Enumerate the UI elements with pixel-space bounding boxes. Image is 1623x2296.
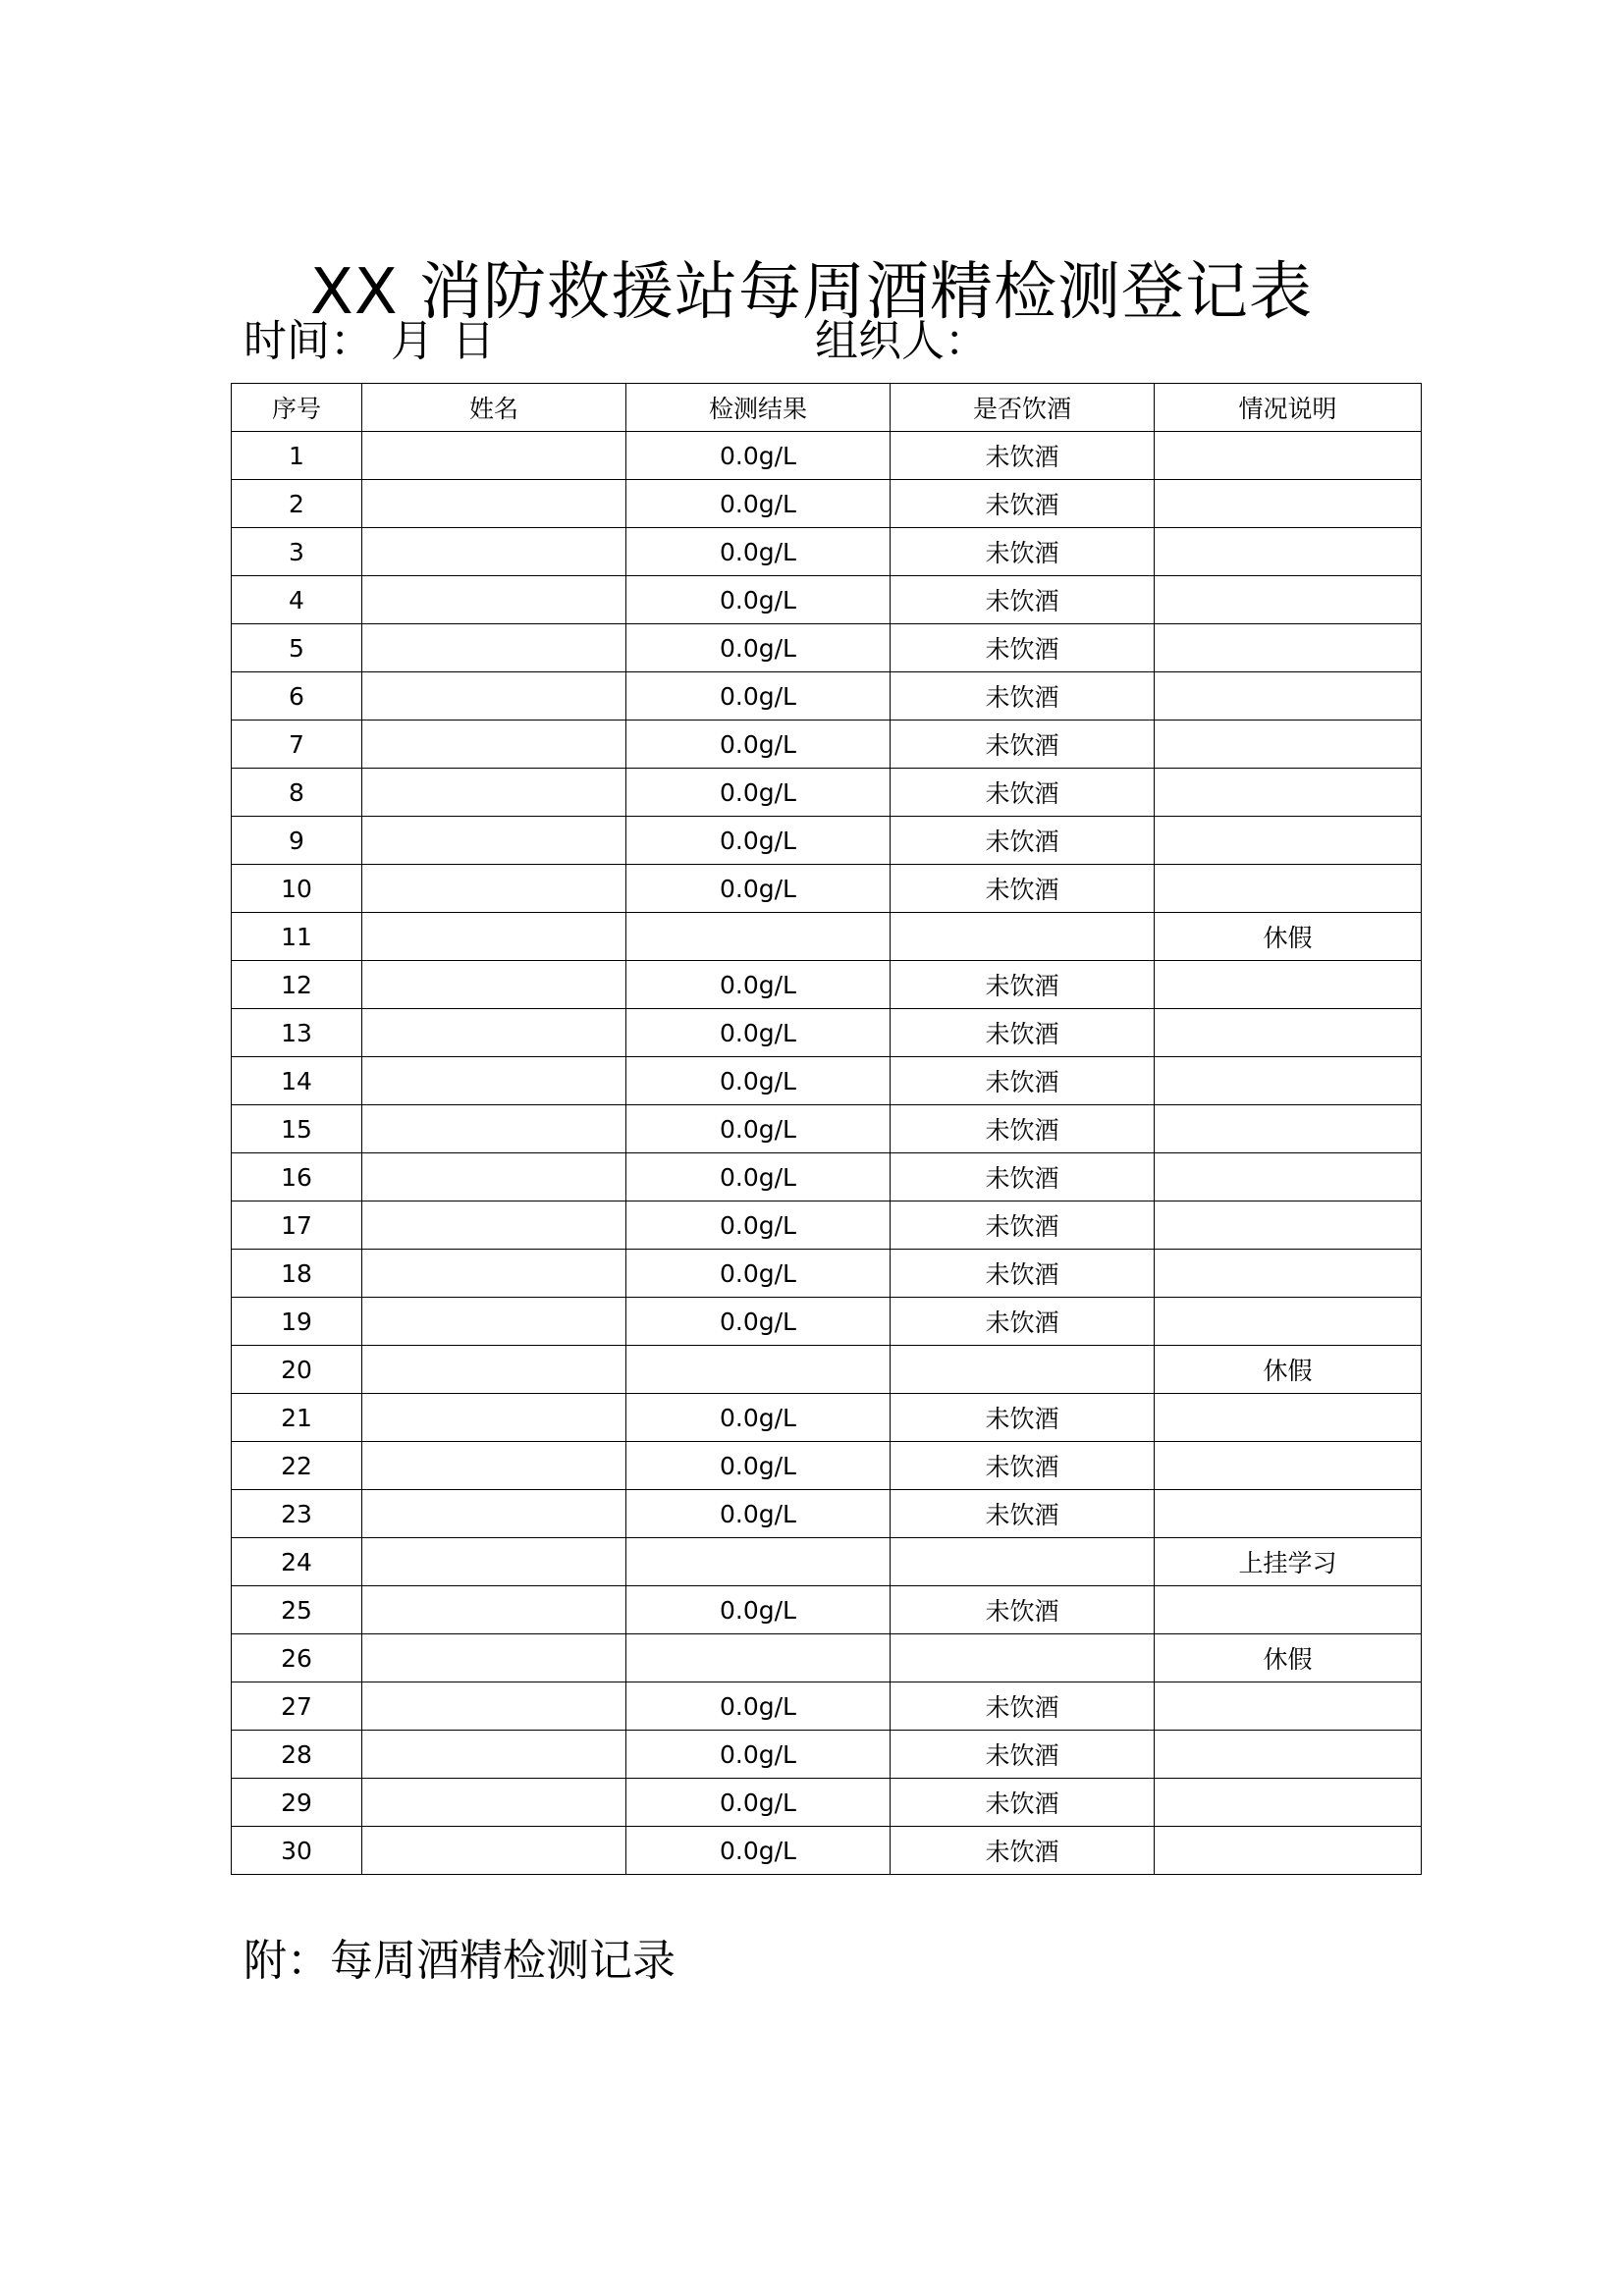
table-row [232,913,1422,961]
remarks-cell [1155,624,1422,672]
name-cell [362,1490,626,1538]
name-cell [362,1394,626,1442]
test-result-cell: 0.0g/L [626,1779,891,1827]
test-result-cell [626,1538,891,1586]
name-cell [362,1682,626,1731]
name-cell [362,1586,626,1634]
remarks-cell [1155,672,1422,721]
serial-number-cell: 15 [232,1105,362,1153]
time-field [243,312,513,371]
name-cell [362,480,626,528]
name-cell [362,1442,626,1490]
organizer-field [815,312,1005,371]
table-row [232,624,1422,672]
test-result-cell: 0.0g/L [626,865,891,913]
table-row [232,1105,1422,1153]
serial-number-cell: 30 [232,1827,362,1875]
organizer-label: 组织人： [815,316,988,366]
test-result-cell: 0.0g/L [626,817,891,865]
table-row [232,1201,1422,1250]
serial-number-cell: 16 [232,1153,362,1201]
header-name: 姓名 [362,384,626,432]
test-result-cell [626,1634,891,1682]
page-title: XX 消防救援站每周酒精检测登记表 [309,255,1314,329]
test-result-cell: 0.0g/L [626,769,891,817]
remarks-cell [1155,1827,1422,1875]
name-cell [362,672,626,721]
header-drank-status: 是否饮酒 [891,384,1155,432]
serial-number-cell: 18 [232,1250,362,1298]
header-test-result: 检测结果 [626,384,891,432]
table-row [232,1586,1422,1634]
name-cell [362,721,626,769]
drank-status-cell: 未饮酒 [891,1105,1155,1153]
remarks-cell [1155,1490,1422,1538]
test-result-cell: 0.0g/L [626,1586,891,1634]
serial-number-cell: 20 [232,1346,362,1394]
test-result-cell: 0.0g/L [626,721,891,769]
serial-number-cell: 5 [232,624,362,672]
table-row [232,769,1422,817]
name-cell [362,1057,626,1105]
drank-status-cell: 未饮酒 [891,1442,1155,1490]
remarks-cell [1155,480,1422,528]
time-label: 时间： [243,316,373,366]
test-result-cell: 0.0g/L [626,1153,891,1201]
drank-status-cell [891,1634,1155,1682]
serial-number-cell: 28 [232,1731,362,1779]
drank-status-cell: 未饮酒 [891,1682,1155,1731]
table-row [232,1827,1422,1875]
test-result-cell [626,913,891,961]
remarks-cell [1155,1105,1422,1153]
serial-number-cell: 24 [232,1538,362,1586]
serial-number-cell: 13 [232,1009,362,1057]
name-cell [362,1153,626,1201]
test-result-cell: 0.0g/L [626,576,891,624]
table-row [232,865,1422,913]
remarks-cell [1155,1731,1422,1779]
table-row [232,1779,1422,1827]
table-row [232,528,1422,576]
remarks-cell [1155,769,1422,817]
drank-status-cell: 未饮酒 [891,1057,1155,1105]
month-label: 月 [391,316,434,366]
table-row [232,1346,1422,1394]
name-cell [362,1201,626,1250]
table-row [232,1250,1422,1298]
drank-status-cell: 未饮酒 [891,1731,1155,1779]
serial-number-cell: 19 [232,1298,362,1346]
remarks-cell [1155,1682,1422,1731]
test-result-cell: 0.0g/L [626,480,891,528]
drank-status-cell: 未饮酒 [891,480,1155,528]
test-result-cell: 0.0g/L [626,1827,891,1875]
drank-status-cell: 未饮酒 [891,1779,1155,1827]
drank-status-cell: 未饮酒 [891,1250,1155,1298]
remarks-cell: 休假 [1155,1634,1422,1682]
remarks-cell [1155,1298,1422,1346]
table-row [232,1394,1422,1442]
name-cell [362,624,626,672]
test-result-cell: 0.0g/L [626,1682,891,1731]
serial-number-cell: 26 [232,1634,362,1682]
serial-number-cell: 6 [232,672,362,721]
table-row [232,1009,1422,1057]
table-row [232,1153,1422,1201]
table-row [232,576,1422,624]
name-cell [362,1634,626,1682]
test-result-cell [626,1346,891,1394]
name-cell [362,1009,626,1057]
remarks-cell [1155,1009,1422,1057]
test-result-cell: 0.0g/L [626,1442,891,1490]
test-result-cell: 0.0g/L [626,1490,891,1538]
name-cell [362,1827,626,1875]
serial-number-cell: 1 [232,432,362,480]
serial-number-cell: 4 [232,576,362,624]
drank-status-cell: 未饮酒 [891,576,1155,624]
remarks-cell [1155,576,1422,624]
name-cell [362,1105,626,1153]
drank-status-cell: 未饮酒 [891,817,1155,865]
name-cell [362,1731,626,1779]
drank-status-cell: 未饮酒 [891,1298,1155,1346]
table-row [232,1634,1422,1682]
table-row [232,721,1422,769]
drank-status-cell: 未饮酒 [891,865,1155,913]
remarks-cell [1155,721,1422,769]
serial-number-cell: 10 [232,865,362,913]
serial-number-cell: 22 [232,1442,362,1490]
remarks-cell [1155,1153,1422,1201]
drank-status-cell: 未饮酒 [891,1394,1155,1442]
remarks-cell [1155,1442,1422,1490]
test-result-cell: 0.0g/L [626,1105,891,1153]
drank-status-cell: 未饮酒 [891,1827,1155,1875]
serial-number-cell: 17 [232,1201,362,1250]
drank-status-cell: 未饮酒 [891,432,1155,480]
table-row [232,1682,1422,1731]
header-remarks: 情况说明 [1155,384,1422,432]
name-cell [362,769,626,817]
drank-status-cell: 未饮酒 [891,528,1155,576]
serial-number-cell: 29 [232,1779,362,1827]
table-row [232,961,1422,1009]
serial-number-cell: 27 [232,1682,362,1731]
alcohol-test-table [231,383,1422,1875]
drank-status-cell [891,1538,1155,1586]
table-row [232,817,1422,865]
test-result-cell: 0.0g/L [626,1201,891,1250]
name-cell [362,1538,626,1586]
remarks-cell [1155,1057,1422,1105]
test-result-cell: 0.0g/L [626,1250,891,1298]
test-result-cell: 0.0g/L [626,961,891,1009]
table-body [232,432,1422,1875]
drank-status-cell: 未饮酒 [891,1009,1155,1057]
drank-status-cell [891,1346,1155,1394]
name-cell [362,432,626,480]
table-row [232,1538,1422,1586]
drank-status-cell: 未饮酒 [891,1153,1155,1201]
table-row [232,1490,1422,1538]
serial-number-cell: 7 [232,721,362,769]
name-cell [362,528,626,576]
remarks-cell [1155,1250,1422,1298]
drank-status-cell: 未饮酒 [891,624,1155,672]
drank-status-cell: 未饮酒 [891,1490,1155,1538]
name-cell [362,1298,626,1346]
table-row [232,480,1422,528]
remarks-cell [1155,817,1422,865]
name-cell [362,1779,626,1827]
remarks-cell [1155,1779,1422,1827]
table-row [232,1057,1422,1105]
test-result-cell: 0.0g/L [626,1009,891,1057]
test-result-cell: 0.0g/L [626,1394,891,1442]
remarks-cell: 上挂学习 [1155,1538,1422,1586]
day-label: 日 [452,316,495,366]
remarks-cell [1155,1586,1422,1634]
name-cell [362,913,626,961]
remarks-cell [1155,961,1422,1009]
table-row [232,432,1422,480]
test-result-cell: 0.0g/L [626,624,891,672]
drank-status-cell: 未饮酒 [891,1586,1155,1634]
test-result-cell: 0.0g/L [626,1731,891,1779]
serial-number-cell: 25 [232,1586,362,1634]
name-cell [362,1346,626,1394]
test-result-cell: 0.0g/L [626,432,891,480]
serial-number-cell: 23 [232,1490,362,1538]
header-serial-number: 序号 [232,384,362,432]
drank-status-cell: 未饮酒 [891,961,1155,1009]
serial-number-cell: 12 [232,961,362,1009]
remarks-cell [1155,1394,1422,1442]
test-result-cell: 0.0g/L [626,528,891,576]
remarks-cell [1155,865,1422,913]
test-result-cell: 0.0g/L [626,1057,891,1105]
serial-number-cell: 8 [232,769,362,817]
serial-number-cell: 3 [232,528,362,576]
serial-number-cell: 21 [232,1394,362,1442]
serial-number-cell: 9 [232,817,362,865]
table-row [232,1298,1422,1346]
footer-note: 附：每周酒精检测记录 [243,1936,676,1986]
drank-status-cell: 未饮酒 [891,769,1155,817]
name-cell [362,817,626,865]
name-cell [362,1250,626,1298]
name-cell [362,865,626,913]
remarks-cell [1155,528,1422,576]
remarks-cell [1155,432,1422,480]
name-cell [362,961,626,1009]
serial-number-cell: 14 [232,1057,362,1105]
table-row [232,672,1422,721]
table-header-row [232,384,1422,432]
serial-number-cell: 2 [232,480,362,528]
table-row [232,1731,1422,1779]
remarks-cell: 休假 [1155,913,1422,961]
name-cell [362,576,626,624]
drank-status-cell: 未饮酒 [891,672,1155,721]
test-result-cell: 0.0g/L [626,1298,891,1346]
drank-status-cell [891,913,1155,961]
drank-status-cell: 未饮酒 [891,1201,1155,1250]
serial-number-cell: 11 [232,913,362,961]
remarks-cell: 休假 [1155,1346,1422,1394]
drank-status-cell: 未饮酒 [891,721,1155,769]
test-result-cell: 0.0g/L [626,672,891,721]
remarks-cell [1155,1201,1422,1250]
table-row [232,1442,1422,1490]
